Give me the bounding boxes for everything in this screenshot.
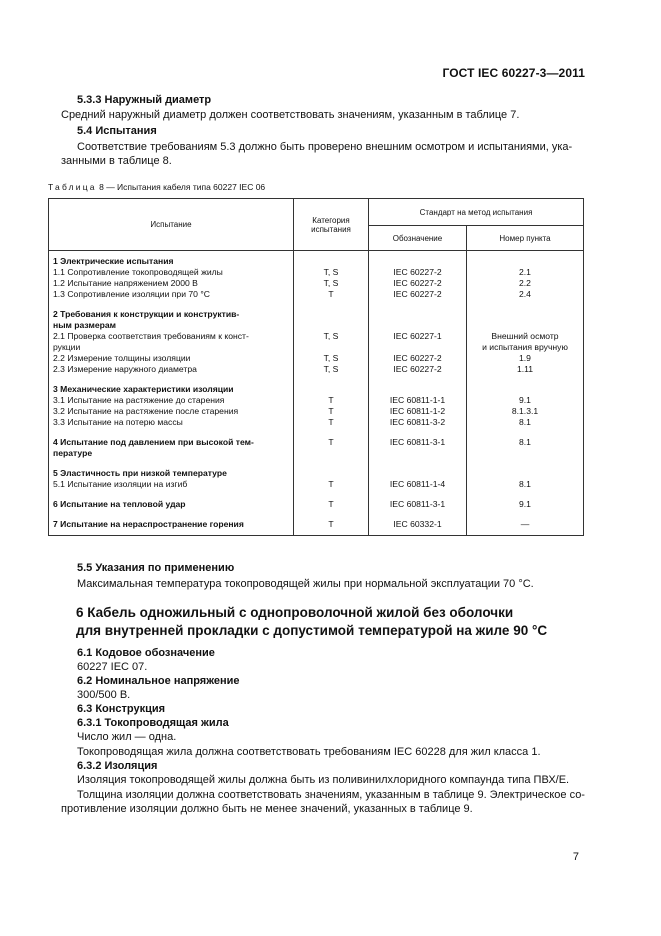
section-6-3-1-text2: Токопроводящая жила должна соответствовать требованиям IEC 60228 для жил класса 1. <box>77 746 541 758</box>
cell-line: 1.3 Сопротивление изоляции при 70 °С <box>53 289 210 299</box>
cell-line: 1.9 <box>519 353 531 363</box>
cell-value: T <box>328 499 334 509</box>
header-designation: Обозначение <box>369 226 467 251</box>
cell-line: 8.1 <box>519 417 531 427</box>
section-5-4-text-line2: занными в таблице 8. <box>61 155 172 167</box>
section-6-2-text: 300/500 В. <box>77 689 131 701</box>
header-standard: Стандарт на метод испытания <box>369 199 584 226</box>
cell-line: 4 Испытание под давлением при высокой тем- <box>53 437 254 447</box>
cell-line: 2 Требования к конструкции и конструктив- <box>53 309 240 319</box>
cell-line: Внешний осмотр <box>491 331 559 341</box>
cell-value: T, S <box>323 278 339 288</box>
table-caption <box>48 182 265 192</box>
cell-value: T, S <box>323 331 339 341</box>
cell-line: 5 Эластичность при низкой температуре <box>53 468 227 478</box>
cell-value: IEC 60227-2 <box>393 289 442 299</box>
category-column <box>294 251 369 536</box>
cell-line: 1.11 <box>516 364 534 374</box>
section-6-3-title: 6.3 Конструкция <box>77 703 166 715</box>
cell-line: ным размерам <box>53 320 116 330</box>
cell-value: IEC 60811-3-1 <box>389 499 446 509</box>
header-clause: Номер пункта <box>467 226 584 251</box>
cell-line: 2.4 <box>519 289 531 299</box>
cell-value: IEC 60227-1 <box>393 331 442 341</box>
cell-value: — <box>520 519 530 529</box>
cell-line: 6 Испытание на тепловой удар <box>53 499 186 509</box>
section-6-3-2-text2-line1: Толщина изоляции должна соответствовать значениям, указанным в таблице 9. Электрическое со- <box>77 789 585 801</box>
section-5-3-3-text: Средний наружный диаметр должен соответствовать значениям, указанным в таблице 7. <box>61 109 520 121</box>
cell-value: T <box>328 417 334 427</box>
cell-value: T <box>328 437 334 447</box>
cell-value: IEC 60811-3-2 <box>389 417 446 427</box>
section-6-3-1-title: 6.3.1 Токопроводящая жила <box>77 717 229 729</box>
cell-line: 8.1.3.1 <box>511 406 539 416</box>
table-caption-prefix: Таблица <box>48 182 97 192</box>
section-5-4-text-line1: Соответствие требованиям 5.3 должно быть проверено внешним осмотром и испытаниями, ука- <box>77 141 573 153</box>
section-6-3-2-text2-line2: противление изоляции должно быть не менее значений, указанных в таблице 9. <box>61 803 473 815</box>
cell-value: IEC 60332-1 <box>393 519 442 529</box>
cell-value: T <box>328 289 334 299</box>
cell-value: IEC 60227-2 <box>393 353 442 363</box>
cell-value: IEC 60227-2 <box>393 267 442 277</box>
cell-value: IEC 60811-1-2 <box>389 406 446 416</box>
cell-value: T <box>328 395 334 405</box>
cell-line: 2.1 <box>519 267 531 277</box>
cell-line: 1.1 Сопротивление токопроводящей жилы <box>53 267 223 277</box>
cell-value: T, S <box>323 267 339 277</box>
page-number: 7 <box>572 851 579 863</box>
section-6-3-2-title: 6.3.2 Изоляция <box>77 760 158 772</box>
cell-line: 1.2 Испытание напряжением 2000 В <box>53 278 198 288</box>
section-5-3-3-title: 5.3.3 Наружный диаметр <box>77 94 212 106</box>
section-6-title-line2: для внутренней прокладки с допустимой температурой на жиле 90 °С <box>76 623 548 638</box>
header-test: Испытание <box>49 199 294 251</box>
cell-value: IEC 60811-1-1 <box>389 395 446 405</box>
cell-value: T <box>328 519 334 529</box>
table-body <box>49 251 584 536</box>
section-6-1-title: 6.1 Кодовое обозначение <box>77 647 215 659</box>
cell-line: 5.1 Испытание изоляции на изгиб <box>53 479 188 489</box>
cell-line: рукции <box>53 342 81 352</box>
cell-line: 1 Электрические испытания <box>53 256 174 266</box>
cell-line: 7 Испытание на нераспространение горения <box>53 519 244 529</box>
section-6-1-text: 60227 IEC 07. <box>77 661 148 673</box>
tests-table <box>48 198 584 536</box>
table-row <box>49 251 584 536</box>
cell-line: пературе <box>53 448 93 458</box>
cell-value: T <box>328 479 334 489</box>
cell-value: T, S <box>323 364 339 374</box>
cell-line: и испытания вручную <box>482 342 568 352</box>
cell-line: 2.2 Измерение толщины изоляции <box>53 353 191 363</box>
cell-value: IEC 60227-2 <box>393 278 442 288</box>
clause-column <box>467 251 584 536</box>
section-6-title <box>76 604 596 640</box>
cell-value: IEC 60227-2 <box>393 364 442 374</box>
cell-line: 3 Механические характеристики изоляции <box>53 384 234 394</box>
document-id: ГОСТ IEC 60227-3—2011 <box>442 66 585 80</box>
cell-line: 3.1 Испытание на растяжение до старения <box>53 395 225 405</box>
cell-value: IEC 60811-1-4 <box>389 479 446 489</box>
section-6-3-1-text1: Число жил — одна. <box>77 731 177 743</box>
cell-line: 3.2 Испытание на растяжение после старения <box>53 406 239 416</box>
cell-line: 8.1 <box>519 479 531 489</box>
test-column <box>49 251 294 536</box>
designation-column <box>369 251 467 536</box>
cell-line: 2.1 Проверка соответствия требованиям к конст- <box>53 331 249 341</box>
section-6-2-title: 6.2 Номинальное напряжение <box>77 675 240 687</box>
section-6-title-line1: 6 Кабель одножильный с однопроволочной жилой без оболочки <box>76 605 514 620</box>
cell-line: 9.1 <box>519 395 531 405</box>
table-caption-text: 8 — Испытания кабеля типа 60227 IEC 06 <box>99 182 266 192</box>
cell-value: T, S <box>323 353 339 363</box>
section-5-5-text: Максимальная температура токопроводящей жилы при нормальной эксплуатации 70 °С. <box>77 578 534 590</box>
cell-line: 2.2 <box>519 278 531 288</box>
cell-value: IEC 60811-3-1 <box>389 437 446 447</box>
section-6-3-2-text1: Изоляция токопроводящей жилы должна быть из поливинилхлоридного компаунда типа ПВХ/Е. <box>77 774 570 786</box>
cell-line: 3.3 Испытание на потерю массы <box>53 417 183 427</box>
header-category: Категория испытания <box>294 199 369 251</box>
cell-value: 9.1 <box>519 499 531 509</box>
cell-value: 8.1 <box>519 437 531 447</box>
section-5-4-title: 5.4 Испытания <box>77 125 157 137</box>
section-5-5-title: 5.5 Указания по применению <box>77 562 235 574</box>
cell-value: T <box>328 406 334 416</box>
cell-line: 2.3 Измерение наружного диаметра <box>53 364 197 374</box>
